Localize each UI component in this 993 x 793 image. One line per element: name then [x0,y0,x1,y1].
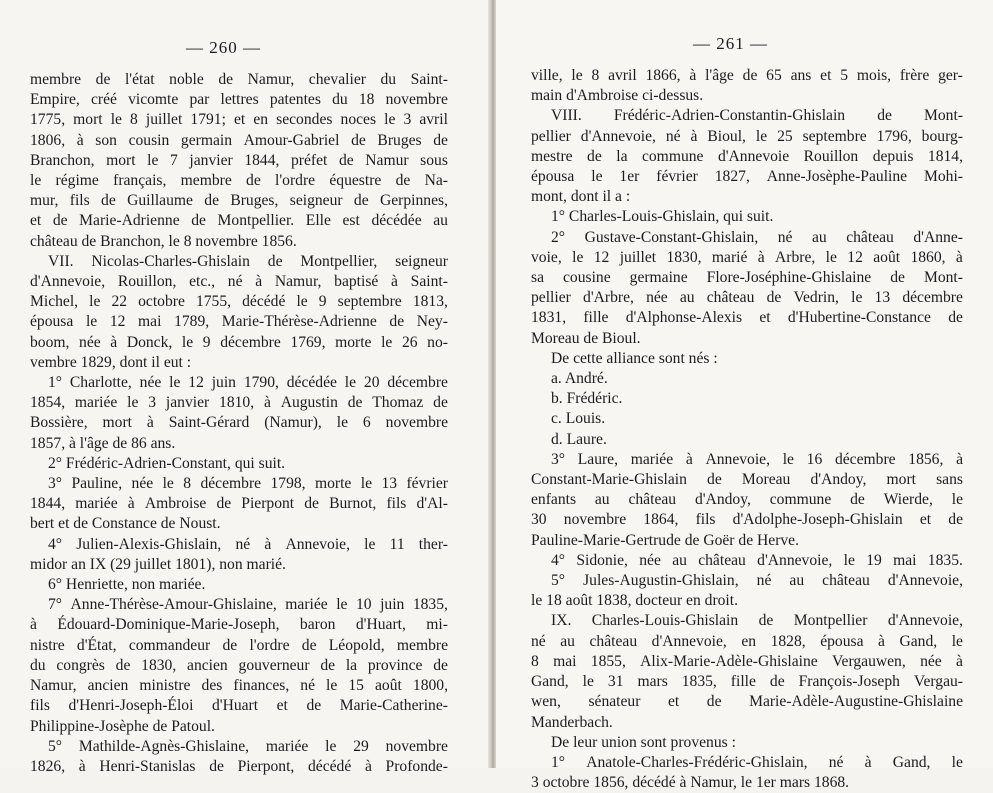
text-line: Bossière, mort à Saint-Gérard (Namur), le 6 novembre [30,414,448,432]
text-line: midor an IX (29 juillet 1801), non marié. [30,555,286,573]
text-line: 2° Frédéric-Adrien-Constant, qui suit. [48,454,286,472]
text-line: VIII. Frédéric-Adrien-Constantin-Ghislain de Mont- [551,107,963,125]
text-line: 3° Pauline, née le 8 décembre 1798, morte le 13 février [48,475,448,493]
text-line: 30 novembre 1864, fils d'Adolphe-Joseph-Ghislain et de [531,511,963,529]
text-line: 1° Anatole-Charles-Frédéric-Ghislain, né à Gand, le [551,753,963,771]
page-number-right: — 261 — [693,34,768,53]
text-line: mestre de la commune d'Annevoie Rouillon depuis 1814, [531,147,963,165]
text-line: Pauline-Marie-Gertrude de Goër de Herve. [531,531,800,549]
text-line: pellier d'Arbre, née au château de Vedrin, le 13 décembre [531,289,963,307]
text-line: De cette alliance sont nés : [551,349,718,367]
text-line: épousa le 12 mai 1789, Marie-Thérèse-Adrienne de Ney- [30,313,448,331]
text-line: 1854, mariée le 3 janvier 1810, à Augustin de Thomaz de [30,394,448,412]
text-line: 4° Sidonie, née au château d'Annevoie, le 19 mai 1835. [551,551,963,569]
text-line: le régime français, membre de l'ordre équestre de Na- [30,172,448,190]
text-line: enfants au château d'Andoy, commune de Wierde, le [531,491,963,509]
text-line: IX. Charles-Louis-Ghislain de Montpellier d'Annevoie, [551,612,963,630]
text-line: sa cousine germaine Flore-Joséphine-Ghislaine de Mont- [531,269,963,287]
text-line: 4° Julien-Alexis-Ghislain, né à Annevoie, le 11 ther- [48,535,448,553]
text-line: 8 mai 1855, Alix-Marie-Adèle-Ghislaine Vergauwen, née à [531,652,963,670]
text-line: 1857, à l'âge de 86 ans. [30,434,176,452]
right-page [496,0,993,792]
text-line: nistre d'État, commandeur de l'ordre de Léopold, membre [30,636,448,654]
text-line: main d'Ambroise ci-dessus. [531,87,704,105]
text-line: Michel, le 22 octobre 1755, décédé le 9 septembre 1813, [30,293,448,311]
text-line: 1831, fille d'Alphonse-Alexis et d'Hubertine-Constance de [531,309,963,327]
text-line: et de Marie-Adrienne de Montpellier. Elle est décédée au [30,212,448,230]
text-line: le 18 août 1838, docteur en droit. [531,592,738,610]
text-line: d. Laure. [551,430,607,448]
text-line: château de Branchon, le 8 novembre 1856. [30,232,297,250]
text-line: Branchon, mort le 7 janvier 1844, préfet de Namur sous [30,151,448,169]
text-line: 7° Anne-Thérèse-Amour-Ghislaine, mariée le 10 juin 1835, [48,596,448,614]
text-line: 1826, à Henri-Stanislas de Pierpont, décédé à Profonde- [30,757,448,775]
text-line: 6° Henriette, non mariée. [48,576,206,594]
text-line: wen, sénateur et de Marie-Adèle-Augustine-Ghislaine [531,693,963,711]
text-line: Empire, créé vicomte par lettres patentes du 18 novembre [30,91,448,109]
text-line: bert et de Constance de Noust. [30,515,221,533]
text-line: boom, née à Donck, le 9 décembre 1769, morte le 26 no- [30,333,448,351]
text-line: 2° Gustave-Constant-Ghislain, né au château d'Anne- [551,228,963,246]
text-line: c. Louis. [551,410,606,428]
text-line: mont, dont il a : [531,188,631,206]
left-page-text [30,70,448,777]
text-line: vembre 1829, dont il eut : [30,353,192,371]
text-line: membre de l'état noble de Namur, chevalier du Saint- [30,71,448,88]
text-line: ville, le 8 avril 1866, à l'âge de 65 ans et 5 mois, frère ger- [531,67,963,84]
left-page [0,0,490,775]
right-page-text [531,66,963,793]
text-line: b. Frédéric. [551,390,623,408]
text-line: 5° Jules-Augustin-Ghislain, né au château d'Annevoie, [551,572,963,590]
text-line: fils d'Henri-Joseph-Éloi d'Huart et de Marie-Catherine- [30,697,448,715]
text-line: Manderbach. [531,713,613,731]
text-line: épousa le 1er février 1827, Anne-Josèphe-Pauline Mohi- [531,168,963,186]
text-line: 1844, mariée à Ambroise de Pierpont de Burnot, fils d'Al- [30,495,448,513]
text-line: 1° Charles-Louis-Ghislain, qui suit. [551,208,774,226]
text-line: à Édouard-Dominique-Marie-Joseph, baron d'Huart, mi- [30,616,448,634]
text-line: 5° Mathilde-Agnès-Ghislaine, mariée le 29 novembre [48,737,448,755]
text-line: 1° Charlotte, née le 12 juin 1790, décédée le 20 décembre [48,374,448,392]
text-line: d'Annevoie, Rouillon, etc., né à Namur, baptisé à Saint- [30,273,448,291]
text-line: Philippine-Josèphe de Patoul. [30,717,215,735]
text-line: a. André. [551,370,608,388]
text-line: Gand, le 31 mars 1835, fille de François-Joseph Vergau- [531,673,963,691]
text-line: mur, fils de Guillaume de Bruges, seigneur de Gerpinnes, [30,192,448,210]
text-line: 3° Laure, mariée à Annevoie, le 16 décembre 1856, à [551,450,963,468]
page-number-left: — 260 — [186,38,261,57]
text-line: Constant-Marie-Ghislain de Moreau d'Andoy, mort sans [531,471,963,489]
text-line: 3 octobre 1856, décédé à Namur, le 1er mars 1868. [531,774,850,792]
text-line: 1806, à son cousin germain Amour-Gabriel de Bruges de [30,131,448,149]
text-line: VII. Nicolas-Charles-Ghislain de Montpellier, seigneur [48,252,448,270]
text-line: pellier d'Annevoie, né à Bioul, le 25 septembre 1796, bourg- [531,127,963,145]
text-line: 1775, mort le 8 juillet 1791; et en secondes noces le 3 avril [30,111,448,129]
text-line: De leur union sont provenus : [551,733,736,751]
text-line: voie, le 12 juillet 1830, marié à Arbre, le 12 août 1860, à [531,248,963,266]
text-line: né au château d'Annevoie, en 1828, épousa à Gand, le [531,632,963,650]
text-line: Namur, ancien ministre des finances, né le 15 août 1800, [30,677,448,695]
text-line: du congrès de 1830, ancien gouverneur de la province de [30,656,448,674]
text-line: Moreau de Bioul. [531,329,641,347]
